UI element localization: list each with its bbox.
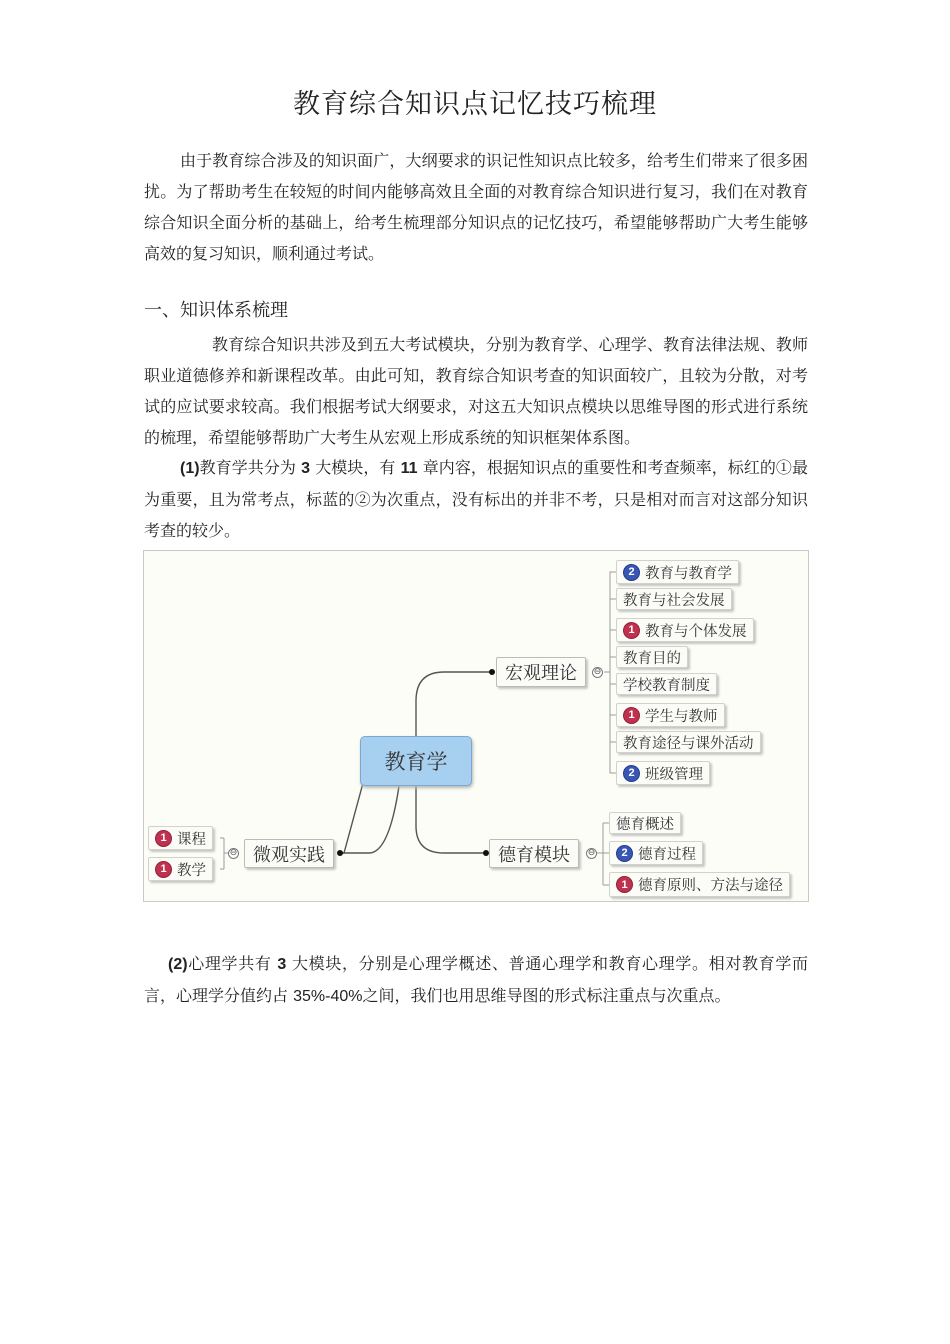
- item-2-percentage: 35%-40%: [293, 988, 363, 1005]
- leaf-label: 教育与个体发展: [645, 623, 747, 640]
- mindmap-leaf: [616, 673, 717, 695]
- item-1-count-chapters: 11: [400, 460, 418, 477]
- mindmap-leaf: [616, 588, 732, 610]
- priority-2-icon: 2: [623, 564, 640, 581]
- item-2-number: (2): [168, 956, 188, 973]
- priority-2-icon: 2: [616, 845, 633, 862]
- collapse-icon[interactable]: ⊖: [593, 667, 602, 677]
- item-2-text-a: 心理学共有: [187, 954, 272, 973]
- leaf-label: 教学: [177, 862, 206, 879]
- leaf-label: 教育与社会发展: [623, 592, 725, 609]
- intro-paragraph: 由于教育综合涉及的知识面广，大纲要求的识记性知识点比较多，给考生们带来了很多困扰。为了帮助考生在较短的时间内能够高效且全面的对教育综合知识进行复习，我们在对教育综合知识全面分析的基础上，给考生梳理部分知识点的记忆技巧，希望能够帮助广大考生能够高效的复习知识，顺利通过考试。: [144, 151, 808, 263]
- item-1-text-b: 大模块，有: [315, 458, 396, 477]
- leaf-label: 教育目的: [623, 650, 681, 667]
- item-2-text-b: 大模块，分别是心理学概述、普通心理学和教育心理学。相对教育学而言，心理学分值约占: [144, 954, 808, 1005]
- priority-1-icon: 1: [623, 707, 640, 724]
- leaf-label: 教育途径与课外活动: [623, 735, 754, 752]
- mindmap-leaf: [616, 618, 754, 642]
- education-mindmap: [143, 550, 809, 902]
- mindmap-leaf: [609, 841, 703, 865]
- mindmap-leaf: [616, 560, 739, 584]
- item-2-paragraph: [144, 948, 808, 1012]
- leaf-label: 班级管理: [645, 766, 703, 783]
- leaf-label: 教育与教育学: [645, 565, 732, 582]
- mindmap-leaf: [616, 703, 725, 727]
- leaf-label: 德育原则、方法与途径: [638, 878, 783, 894]
- document-title: 教育综合知识点记忆技巧梳理: [293, 89, 657, 120]
- mindmap-leaf: [616, 761, 710, 785]
- mindmap-root-node: 教育学: [360, 736, 472, 786]
- priority-2-icon: 2: [623, 765, 640, 782]
- leaf-label: 学生与教师: [645, 708, 718, 725]
- item-1-count-modules: 3: [301, 460, 311, 477]
- item-1-text-c: 章内容，根据知识点的重要性和考查频率，标红的①最为重要，且为常考点，标蓝的②为次重点，没有标出的并非不考，只是相对而言对这部分知识考查的较少。: [144, 458, 808, 540]
- mindmap-leaf: [616, 731, 761, 753]
- priority-1-icon: 1: [155, 861, 172, 878]
- branch-dot: [337, 850, 343, 856]
- priority-1-icon: 1: [616, 876, 633, 893]
- item-1-paragraph: [144, 452, 808, 546]
- item-1-text-a: 教育学共分为: [199, 458, 296, 477]
- section-heading: 一、知识体系梳理: [144, 300, 288, 321]
- branch-moral-education: 德育模块: [489, 839, 579, 868]
- section-paragraph: 教育综合知识共涉及到五大考试模块，分别为教育学、心理学、教育法律法规、教师职业道德修养和新课程改革。由此可知，教育综合知识考查的知识面较广，且较为分散，对考试的应试要求较高。我们根据考试大纲要求，对这五大知识点模块以思维导图的形式进行系统的梳理，希望能够帮助广大考生从宏观上形成系统的知识框架体系图。: [144, 335, 808, 447]
- mindmap-leaf: [609, 812, 681, 834]
- priority-1-icon: 1: [155, 830, 172, 847]
- branch-macro-theory: 宏观理论: [496, 657, 586, 687]
- collapse-icon[interactable]: ⊖: [587, 848, 596, 858]
- mindmap-leaf: [148, 857, 213, 881]
- item-2-text-c: 之间，我们也用思维导图的形式标注重点与次重点。: [362, 986, 731, 1005]
- collapse-icon[interactable]: ⊖: [229, 848, 238, 858]
- leaf-label: 课程: [177, 831, 206, 848]
- mindmap-leaf: [609, 872, 790, 897]
- leaf-label: 德育过程: [638, 846, 696, 863]
- priority-1-icon: 1: [623, 622, 640, 639]
- leaf-label: 学校教育制度: [623, 677, 710, 694]
- leaf-label: 德育概述: [616, 816, 674, 833]
- mindmap-leaf: [616, 646, 688, 668]
- branch-micro-practice: 微观实践: [244, 839, 334, 868]
- item-2-count-modules: 3: [277, 956, 287, 973]
- branch-dot: [489, 669, 495, 675]
- item-1-number: (1): [180, 460, 200, 477]
- mindmap-leaf: [148, 826, 213, 850]
